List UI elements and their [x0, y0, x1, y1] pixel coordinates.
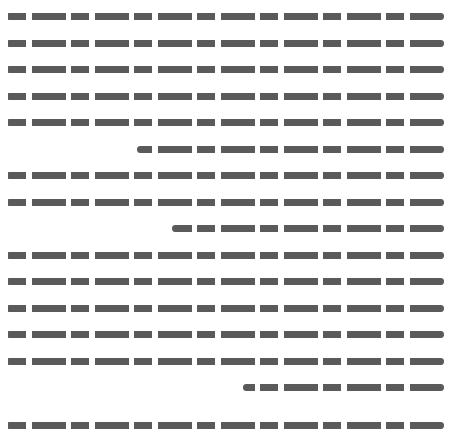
text-line — [6, 137, 444, 161]
text-line — [6, 84, 444, 108]
text-line — [6, 110, 444, 134]
news-article — [6, 4, 444, 438]
paragraph-1 — [6, 4, 444, 399]
text-line — [6, 4, 444, 28]
text-line — [6, 349, 444, 373]
text-line — [6, 163, 444, 187]
text-line — [6, 243, 444, 267]
text-line — [6, 216, 444, 240]
paragraph-2 — [6, 413, 444, 438]
text-line — [6, 296, 444, 320]
text-line — [6, 57, 444, 81]
text-line — [6, 322, 444, 346]
text-line — [6, 190, 444, 214]
text-line — [6, 413, 444, 437]
text-line — [6, 31, 444, 55]
text-line — [6, 269, 444, 293]
text-line — [6, 375, 444, 399]
